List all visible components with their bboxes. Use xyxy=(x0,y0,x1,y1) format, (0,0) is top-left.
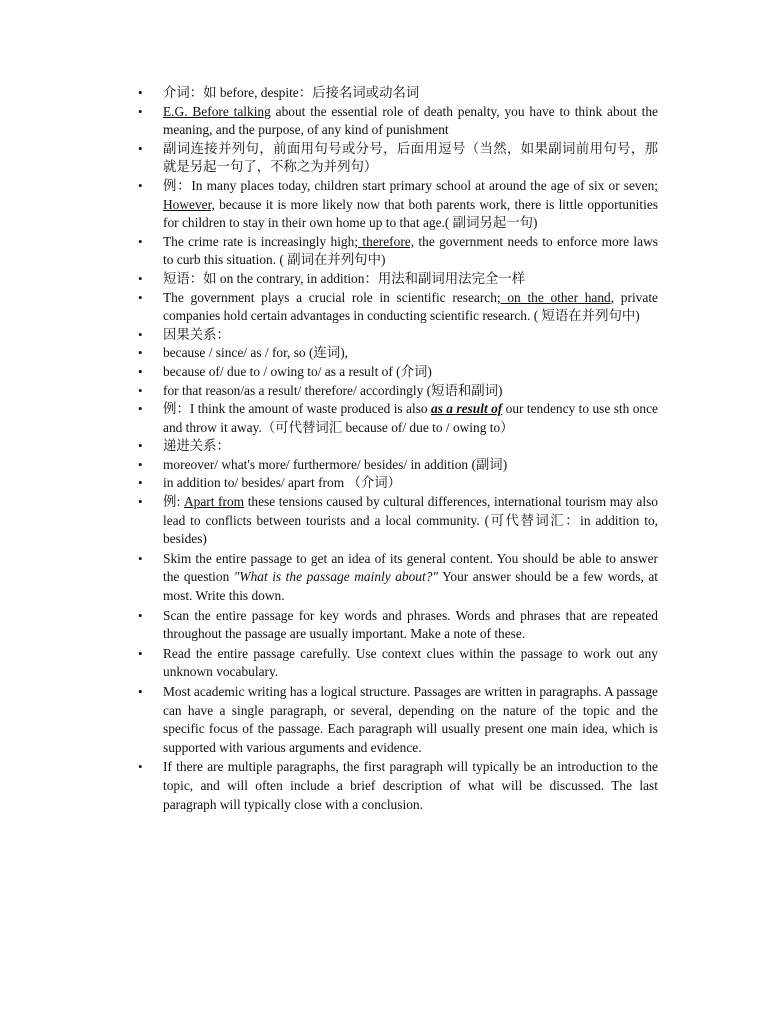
list-item xyxy=(0,103,768,140)
item-text: Read the entire passage carefully. Use context clues within the passage to work out any unknown vocabulary. xyxy=(163,645,658,680)
item-text: 副词连接并列句，前面用句号或分号，后面用逗号（当然，如果副词前用句号，那就是另起一句了，不称之为并列句） xyxy=(163,140,658,175)
list-item xyxy=(0,382,768,401)
item-text: because of/ due to / owing to/ as a result of (介词) xyxy=(163,363,432,379)
item-text: our tendency to use sth once and throw it away.（可代替词汇 because of/ due to / owing to） xyxy=(163,401,659,435)
list-item xyxy=(0,140,768,177)
item-text: If there are multiple paragraphs, the first paragraph will typically be an introduction to the topic, and will often include a brief description of what will be discussed. The last paragraph will typically close with a conclusion. xyxy=(163,759,658,812)
item-text: in addition to/ besides/ apart from （介词） xyxy=(163,475,402,491)
list-item xyxy=(0,233,768,270)
item-text: 因果关系： xyxy=(163,326,230,342)
item-text: Skim the entire passage to get an idea of its general content. You should be able to answer the question xyxy=(163,550,658,585)
list-item xyxy=(0,437,768,456)
list-item xyxy=(0,363,768,382)
bullet-list xyxy=(0,84,768,814)
list-item xyxy=(0,456,768,475)
item-text: these tensions caused by cultural differences, international tourism may also lead to conflicts between tourists and a local community. (可代替词汇：in addition to, besides) xyxy=(163,494,658,547)
item-text: 例：In many places today, children start primary school at around the age of six or seven xyxy=(163,177,655,193)
item-text: private companies hold certain advantages in conducting scientific research. ( 短语在并列句中) xyxy=(163,289,658,324)
list-item xyxy=(0,289,768,326)
item-text: Most academic writing has a logical structure. Passages are written in paragraphs. A passage can have a single paragraph, or several, depending on the nature of the topic and the specific focus of the passage. Each paragraph will usually present one main idea, which is supported with various arguments and evidence. xyxy=(163,684,658,755)
list-item xyxy=(0,326,768,345)
item-text: moreover/ what's more/ furthermore/ besides/ in addition (副词) xyxy=(163,456,508,472)
italic-question: "What is the passage mainly about?" xyxy=(233,569,439,585)
document-page xyxy=(0,84,768,814)
list-item xyxy=(0,400,768,437)
item-text: 例: xyxy=(163,494,184,510)
list-item xyxy=(0,493,768,549)
underlined-phrase: E.G. Before talking xyxy=(163,103,271,119)
item-text: The government plays a crucial role in scientific research xyxy=(163,289,497,305)
item-text: 例：I think the amount of waste produced is also xyxy=(163,401,431,417)
emphasized-phrase: as a result of xyxy=(431,401,503,417)
list-item xyxy=(0,645,768,682)
list-item xyxy=(0,177,768,233)
item-text: The crime rate is increasingly high xyxy=(163,233,355,249)
list-item xyxy=(0,344,768,363)
item-text: 介词：如 before, despite：后接名词或动名词 xyxy=(163,85,420,100)
list-item xyxy=(0,270,768,289)
item-text: because it is more likely now that both parents work, there is little opportunities for children to stay in their own home up to that age.( 副词另起一句) xyxy=(163,196,658,231)
underlined-phrase: Apart from xyxy=(183,494,245,510)
item-text: for that reason/as a result/ therefore/ accordingly (短语和副词) xyxy=(163,382,503,398)
item-text: Your answer should be a few words, at most. Write this down. xyxy=(163,569,658,604)
item-text: about the essential role of death penalty, you have to think about the meaning, and the purpose, of any kind of punishment xyxy=(163,103,658,138)
list-item xyxy=(0,607,768,644)
list-item xyxy=(0,758,768,814)
item-text: Scan the entire passage for key words and phrases. Words and phrases that are repeated throughout the passage are usually important. Make a note of these. xyxy=(163,607,658,642)
list-item xyxy=(0,683,768,757)
item-text: because / since/ as / for, so (连词), xyxy=(163,345,349,361)
item-text: the government needs to enforce more laws to curb this situation. ( 副词在并列句中) xyxy=(163,233,658,268)
underlined-phrase: ; However, xyxy=(163,177,658,212)
underlined-phrase: ; therefore, xyxy=(354,233,415,249)
list-item xyxy=(0,84,768,103)
list-item xyxy=(0,474,768,493)
item-text: 短语：如 on the contrary, in addition：用法和副词用法完全一样 xyxy=(163,270,526,286)
underlined-phrase: ; on the other hand, xyxy=(496,289,615,305)
item-text: 递进关系： xyxy=(163,438,230,454)
list-item xyxy=(0,550,768,606)
